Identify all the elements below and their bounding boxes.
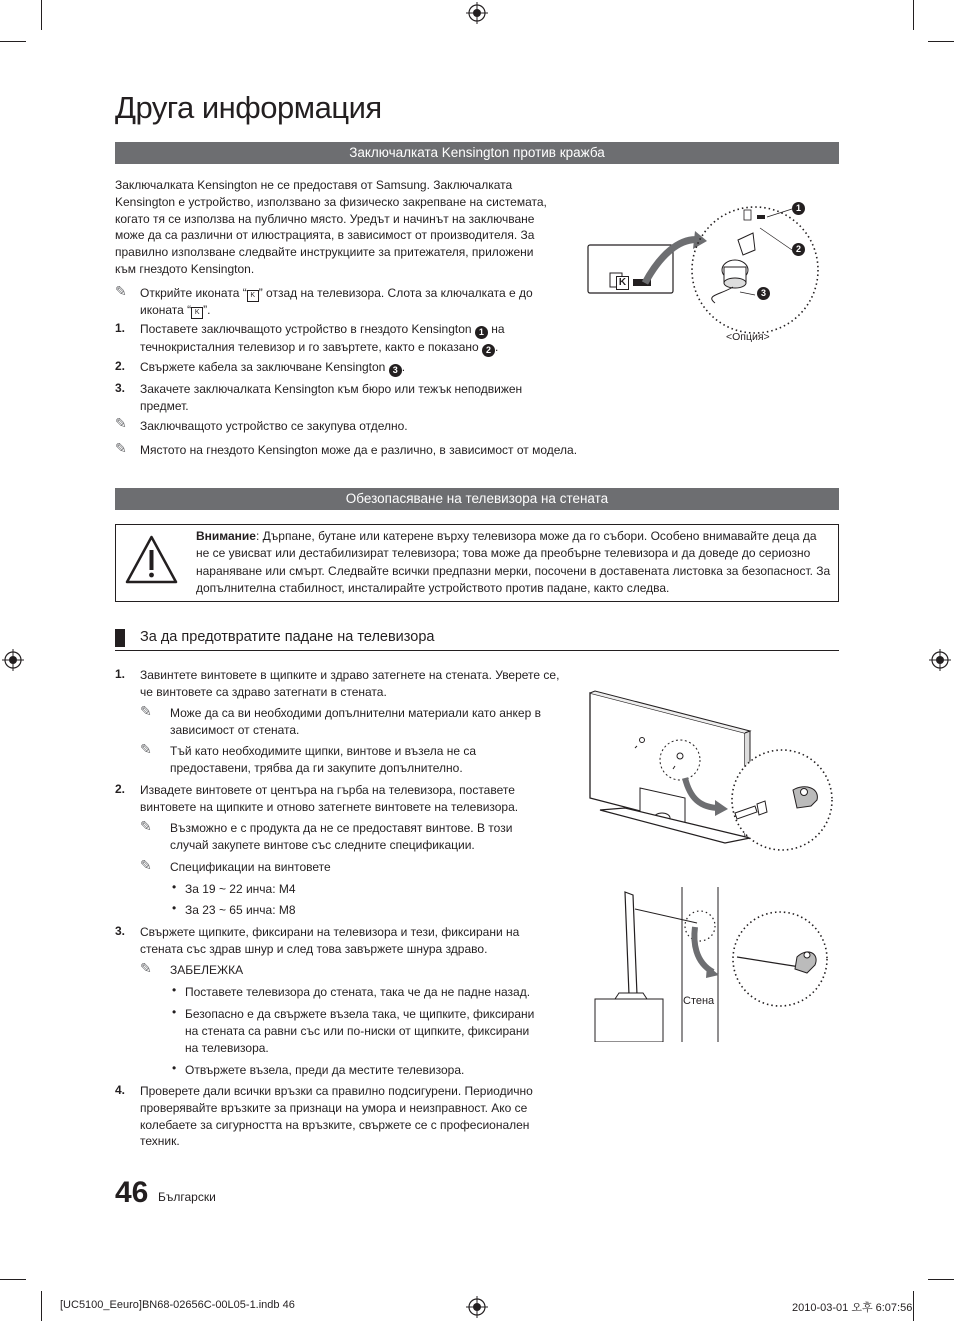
- wall-step-3-note: ЗАБЕЛЕЖКА: [170, 963, 244, 977]
- step-number: 2.: [115, 782, 126, 796]
- wall-step-3: Свържете щипките, фиксирани на телевизора и тези, фиксирани на стената със здрав шнур и след това завържете шнура здраво.: [140, 925, 520, 956]
- warning-triangle-icon: [124, 534, 179, 586]
- kensington-icon: K: [247, 290, 259, 302]
- kensington-intro: Заключалката Kensington не се предоставя от Samsung. Заключалката Kensington е устройство, използвано за физическо закрепване на системата, когато тя се използва на публично място. Уредът и начинът на заключване може да са различни от илюстрацията, в зависимост от производителя. За правилно използване следвайте инструкциите за притежателя, приложени към гнездото Kensington.: [115, 178, 547, 276]
- wall-step-3-bullet: Безопасно е да свържете възела така, че щипките, фиксирани на стената са равни със или по-ниски от щипките, фиксирани на телевизора.: [185, 1007, 535, 1055]
- kensington-k-icon: K: [616, 276, 629, 290]
- bullet: •: [172, 1005, 177, 1019]
- registration-mark-icon: [929, 649, 951, 671]
- subheading-prevent-falling: За да предотвратите падане на телевизора: [140, 629, 435, 645]
- crop-mark: [0, 41, 26, 42]
- section-heading-kensington: Заключалката Kensington против кражба: [115, 142, 839, 164]
- wall-step-3-bullet: Поставете телевизора до стената, така че да не падне назад.: [185, 985, 531, 999]
- bullet: •: [172, 901, 177, 915]
- section-heading-wall: Обезопасяване на телевизора на стената: [115, 488, 839, 510]
- crop-mark: [41, 1291, 42, 1321]
- note-pencil-icon: ✎: [115, 415, 127, 431]
- kensington-icon: K: [191, 307, 203, 319]
- note-pencil-icon: ✎: [140, 741, 152, 757]
- kensington-note-icon: Открийте иконата “ K ” отзад на телевизора. Слота за ключалката е до иконата “ K ”.: [140, 286, 533, 317]
- step-number: 4.: [115, 1083, 126, 1097]
- callout-badge: 2: [482, 344, 495, 357]
- callout-badge: 3: [757, 287, 770, 300]
- footer-date-info: 2010-03-01 오후 6:07:56: [792, 1302, 913, 1314]
- kensington-lock-illustration: [585, 195, 825, 355]
- subheading-rule: [115, 650, 839, 651]
- callout-badge: 1: [475, 326, 488, 339]
- wall-label: Стена: [683, 995, 715, 1007]
- wall-step-1-note-2: Тъй като необходимите щипки, винтове и възела не са предоставени, трябва да ги закупите допълнително.: [170, 744, 477, 775]
- crop-mark: [928, 1279, 954, 1280]
- wall-step-4: Проверете дали всички връзки са правилно подсигурени. Периодично проверявайте връзките за признаци на умора и неизправност. Ако се колебаете за сигурността на връзките, свържете се с професионален техник.: [140, 1084, 533, 1149]
- footer-language: Български: [158, 1190, 216, 1204]
- page-number: 46: [115, 1176, 149, 1209]
- wall-step-2-note-1: Възможно е с продукта да не се предоставят винтове. В този случай закупете винтове със следните спецификации.: [170, 821, 513, 852]
- wall-side-illustration: [585, 887, 840, 1042]
- callout-badge: 1: [792, 202, 805, 215]
- crop-mark: [928, 41, 954, 42]
- note-pencil-icon: ✎: [140, 818, 152, 834]
- warning-text: Внимание: Дърпане, бутане или катерене върху телевизора може да го събори. Особено внимавайте деца да не се увисват или дестабилизират телевизора; това може да преобърне телевизора и да доведе до сериозно нараняване или смърт. Следвайте всички предпазни мерки, посочени в доставената листовка за безопасност. За допълнителна стабилност, инсталирайте устройството против падане, както следва.: [196, 529, 831, 596]
- kensington-step-3: Закачете заключалката Kensington към бюро или тежък неподвижен предмет.: [140, 382, 523, 413]
- callout-badge: 2: [792, 243, 805, 256]
- screw-spec: За 19 ~ 22 инча: M4: [185, 882, 296, 896]
- note-pencil-icon: ✎: [140, 857, 152, 873]
- bullet: •: [172, 1061, 177, 1075]
- registration-mark-icon: [466, 1296, 488, 1318]
- figure-caption: <Опция>: [726, 331, 770, 343]
- page-title: Друга информация: [115, 90, 382, 125]
- bullet: •: [172, 880, 177, 894]
- kensington-step-2: Свържете кабела за заключване Kensington 3 .: [140, 360, 406, 375]
- wall-step-1-note-1: Може да са ви необходими допълнителни материали като анкер в зависимост от стената.: [170, 706, 541, 737]
- crop-mark: [913, 1291, 914, 1321]
- kensington-note-3: Мястото на гнездото Kensington може да е различно, в зависимост от модела.: [140, 443, 578, 457]
- note-pencil-icon: ✎: [140, 960, 152, 976]
- footer-file-info: [UC5100_Eeuro]BN68-02656C-00L05-1.indb 46: [60, 1299, 295, 1311]
- wall-step-2: Извадете винтовете от центъра на гърба на телевизора, поставете винтовете на щипките и отново затегнете винтовете на телевизора.: [140, 783, 519, 814]
- step-number: 3.: [115, 924, 126, 938]
- registration-mark-icon: [466, 2, 488, 24]
- crop-mark: [0, 1279, 26, 1280]
- registration-mark-icon: [2, 649, 24, 671]
- step-number: 3.: [115, 381, 126, 395]
- note-pencil-icon: ✎: [140, 703, 152, 719]
- wall-step-1: Завинтете винтовете в щипките и здраво затегнете на стената. Уверете се, че винтовете са здраво затегнати в стената.: [140, 668, 560, 699]
- note-pencil-icon: ✎: [115, 283, 127, 299]
- subheading-marker: [115, 629, 125, 647]
- step-number: 1.: [115, 321, 126, 335]
- tv-back-illustration: [585, 688, 840, 853]
- kensington-note-2: Заключващото устройство се закупува отделно.: [140, 419, 408, 433]
- wall-step-3-bullet: Отвържете възела, преди да местите телевизора.: [185, 1063, 465, 1077]
- callout-badge: 3: [389, 364, 402, 377]
- note-pencil-icon: ✎: [115, 440, 127, 456]
- crop-mark: [913, 0, 914, 30]
- screw-spec: За 23 ~ 65 инча: M8: [185, 903, 296, 917]
- step-number: 1.: [115, 667, 126, 681]
- kensington-step-1: Поставете заключващото устройство в гнездото Kensington 1 на течнокристалния телевизор и го завъртете, както е показано 2 .: [140, 322, 505, 355]
- crop-mark: [41, 0, 42, 30]
- wall-step-2-note-2: Спецификации на винтовете: [170, 860, 331, 874]
- step-number: 2.: [115, 359, 126, 373]
- bullet: •: [172, 983, 177, 997]
